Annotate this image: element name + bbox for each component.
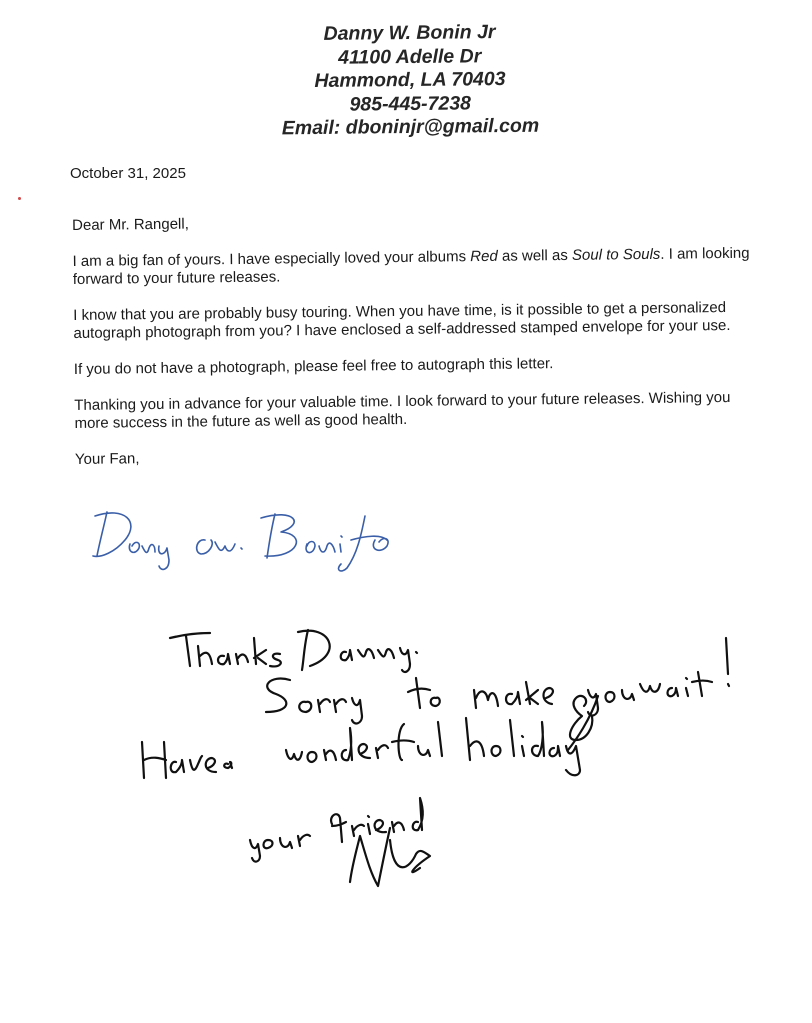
red-speck bbox=[18, 197, 21, 200]
sender-email: Email: dboninjr@gmail.com bbox=[281, 114, 540, 140]
salutation: Dear Mr. Rangell, bbox=[72, 215, 189, 234]
letter-date: October 31, 2025 bbox=[70, 165, 186, 182]
handwritten-reply bbox=[120, 600, 760, 900]
paragraph-3: If you do not have a photograph, please feel free to autograph this letter. bbox=[73, 355, 554, 378]
letterhead bbox=[229, 20, 590, 141]
sender-phone: 985-445-7238 bbox=[349, 91, 472, 116]
paragraph-1-part-a: I am a big fan of yours. I have especially loved your albums bbox=[72, 248, 471, 270]
paragraph-1-part-c: . I am looking forward to your future releases. bbox=[72, 244, 750, 288]
signature-strokes bbox=[93, 512, 388, 571]
closing: Your Fan, bbox=[74, 450, 140, 468]
paragraph-4: Thanking you in advance for your valuable time. I look forward to your future releases. Wishing you more success in the future as well as good health. bbox=[74, 388, 731, 432]
blue-ink-signature bbox=[85, 500, 415, 580]
album-title-red: Red bbox=[470, 247, 498, 266]
paragraph-1-part-b: as well as bbox=[497, 246, 573, 265]
sender-name: Danny W. Bonin Jr bbox=[323, 21, 496, 45]
sender-city: Hammond, LA 70403 bbox=[314, 68, 506, 92]
album-title-soul-to-souls: Soul to Souls bbox=[571, 245, 661, 264]
paragraph-2: I know that you are probably busy touring. When you have time, is it possible to get a personalized autograph photograph from you? I have enclosed a self-addressed stamped envelope for your use. bbox=[73, 299, 731, 342]
letter-body bbox=[72, 209, 755, 487]
reply-strokes bbox=[142, 630, 729, 886]
paragraph-1 bbox=[72, 245, 752, 289]
sender-street: 41100 Adelle Dr bbox=[338, 44, 482, 69]
